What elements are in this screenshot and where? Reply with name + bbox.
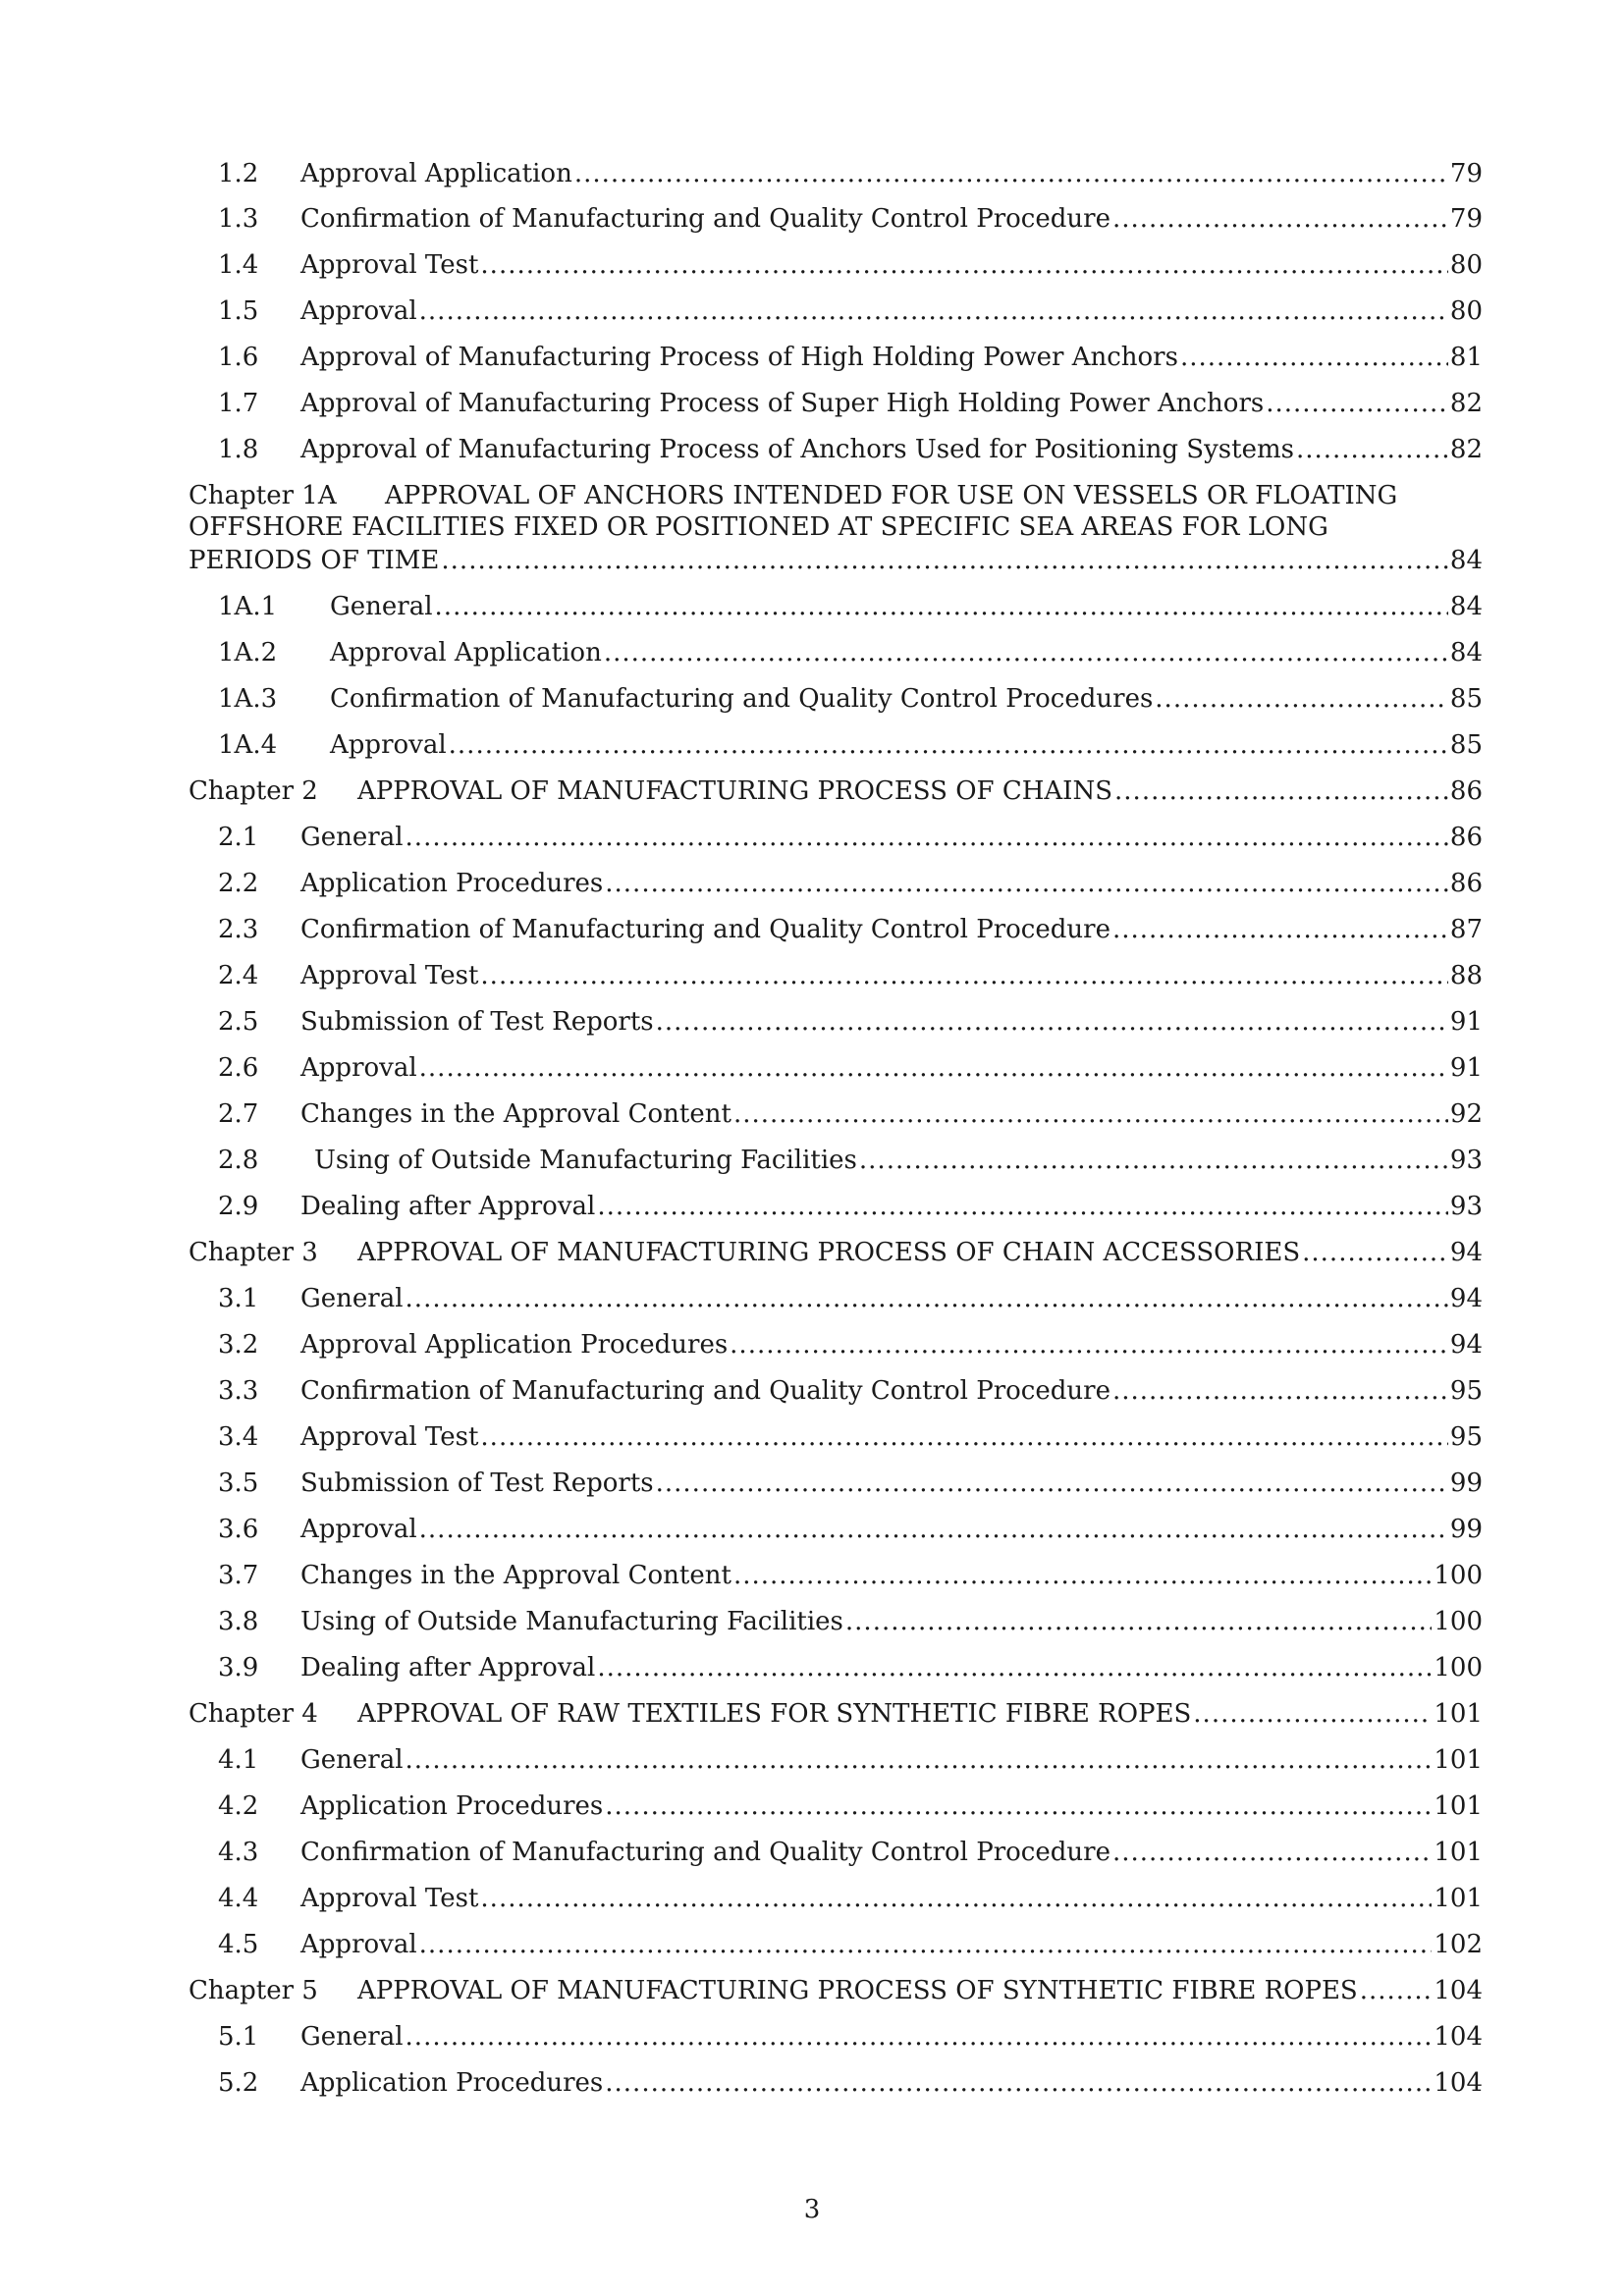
toc-entry-title: Confirmation of Manufacturing and Quality Control Procedure bbox=[300, 1838, 1110, 1867]
toc-chapter-number: Chapter 3 bbox=[189, 1238, 318, 1267]
toc-entry[interactable] bbox=[218, 157, 1483, 190]
toc-entry[interactable] bbox=[218, 1144, 1483, 1177]
dot-leader bbox=[1112, 1374, 1448, 1408]
toc-entry-number: 1A.4 bbox=[218, 730, 278, 760]
toc-entry-title: Approval Application Procedures bbox=[300, 1330, 729, 1360]
toc-entry-page: 101 bbox=[1434, 1745, 1483, 1775]
toc-chapter-entry[interactable] bbox=[189, 774, 1483, 808]
dot-leader bbox=[1360, 1974, 1433, 2007]
toc-entry-title: Using of Outside Manufacturing Facilities bbox=[314, 1146, 857, 1175]
page-number: 3 bbox=[803, 2195, 821, 2224]
toc-entry[interactable] bbox=[218, 1328, 1483, 1362]
toc-entry[interactable] bbox=[218, 2020, 1483, 2054]
toc-entry-page: 100 bbox=[1434, 1653, 1483, 1682]
toc-entry-page: 93 bbox=[1449, 1192, 1483, 1221]
toc-entry-page: 101 bbox=[1434, 1884, 1483, 1913]
toc-entry-page: 84 bbox=[1449, 592, 1483, 621]
toc-entry[interactable] bbox=[218, 636, 1483, 669]
toc-entry-title: Dealing after Approval bbox=[300, 1653, 596, 1682]
toc-entry-page: 100 bbox=[1434, 1561, 1483, 1590]
toc-entry[interactable] bbox=[218, 1282, 1483, 1315]
toc-chapter-title-line3: PERIODS OF TIME bbox=[189, 546, 440, 575]
toc-entry-title: Approval Application bbox=[300, 159, 572, 188]
toc-entry-number: 3.7 bbox=[218, 1561, 259, 1590]
toc-chapter-title: APPROVAL OF RAW TEXTILES FOR SYNTHETIC FIBRE ROPES bbox=[357, 1699, 1192, 1729]
toc-entry[interactable] bbox=[218, 1097, 1483, 1131]
dot-leader bbox=[419, 1928, 1433, 1961]
toc-entry[interactable] bbox=[218, 433, 1483, 466]
toc-entry[interactable] bbox=[218, 387, 1483, 420]
toc-entry-page: 80 bbox=[1449, 296, 1483, 326]
toc-entry-page: 94 bbox=[1449, 1238, 1483, 1267]
toc-entry-number: 3.8 bbox=[218, 1607, 259, 1636]
toc-entry-title: Using of Outside Manufacturing Facilities bbox=[300, 1607, 843, 1636]
toc-entry-page: 95 bbox=[1449, 1422, 1483, 1452]
toc-entry[interactable] bbox=[218, 1651, 1483, 1684]
toc-entry-title: Approval bbox=[300, 1515, 417, 1544]
toc-entry[interactable] bbox=[218, 202, 1483, 236]
toc-entry-title: Approval of Manufacturing Process of Anchors Used for Positioning Systems bbox=[300, 435, 1294, 464]
toc-entry-number: 3.5 bbox=[218, 1468, 259, 1498]
toc-entry-page: 87 bbox=[1449, 915, 1483, 944]
dot-leader bbox=[419, 1513, 1448, 1546]
toc-entry[interactable] bbox=[218, 1605, 1483, 1638]
toc-entry-number: 3.4 bbox=[218, 1422, 259, 1452]
dot-leader bbox=[574, 157, 1448, 190]
toc-entry-title: Dealing after Approval bbox=[300, 1192, 596, 1221]
dot-leader bbox=[1155, 682, 1448, 716]
toc-entry[interactable] bbox=[218, 1882, 1483, 1915]
toc-entry-page: 86 bbox=[1449, 823, 1483, 852]
toc-entry-title: General bbox=[300, 2022, 404, 2052]
dot-leader bbox=[845, 1605, 1432, 1638]
toc-entry-title: Approval Test bbox=[300, 1884, 479, 1913]
toc-entry-page: 86 bbox=[1449, 776, 1483, 806]
toc-entry-title: Confirmation of Manufacturing and Quality Control Procedure bbox=[300, 204, 1110, 234]
toc-entry-page: 104 bbox=[1434, 2068, 1483, 2098]
toc-entry-title: Approval bbox=[300, 1053, 417, 1083]
toc-entry-page: 94 bbox=[1449, 1330, 1483, 1360]
toc-chapter-number: Chapter 5 bbox=[189, 1976, 318, 2005]
toc-entry[interactable] bbox=[218, 821, 1483, 854]
toc-chapter-number: Chapter 4 bbox=[189, 1699, 318, 1729]
toc-entry-number: 1.3 bbox=[218, 204, 259, 234]
dot-leader bbox=[406, 1282, 1448, 1315]
toc-entry-title: Approval Test bbox=[300, 961, 479, 990]
toc-chapter-number: Chapter 1A bbox=[189, 481, 337, 510]
toc-entry-number: 2.5 bbox=[218, 1007, 259, 1037]
toc-entry-number: 1.2 bbox=[218, 159, 259, 188]
dot-leader bbox=[733, 1559, 1432, 1592]
dot-leader bbox=[419, 294, 1448, 328]
dot-leader bbox=[730, 1328, 1448, 1362]
toc-entry-page: 93 bbox=[1449, 1146, 1483, 1175]
toc-chapter-title: APPROVAL OF MANUFACTURING PROCESS OF CHAINS bbox=[357, 776, 1113, 806]
toc-entry-page: 85 bbox=[1449, 684, 1483, 714]
toc-entry-number: 4.5 bbox=[218, 1930, 259, 1959]
toc-entry-page: 99 bbox=[1449, 1515, 1483, 1544]
dot-leader bbox=[480, 248, 1447, 282]
toc-entry-title: General bbox=[300, 823, 404, 852]
toc-entry-page: 82 bbox=[1449, 389, 1483, 418]
toc-entry-page: 101 bbox=[1434, 1838, 1483, 1867]
toc-entry-number: 5.1 bbox=[218, 2022, 259, 2052]
toc-entry-page: 94 bbox=[1449, 1284, 1483, 1313]
toc-entry-page: 84 bbox=[1449, 638, 1483, 667]
toc-entry-number: 2.6 bbox=[218, 1053, 259, 1083]
dot-leader bbox=[435, 590, 1448, 623]
toc-entry-number: 4.3 bbox=[218, 1838, 259, 1867]
dot-leader bbox=[605, 867, 1448, 900]
dot-leader bbox=[1266, 387, 1448, 420]
dot-leader bbox=[1180, 341, 1448, 374]
dot-leader bbox=[605, 1789, 1432, 1823]
toc-entry[interactable] bbox=[218, 1005, 1483, 1039]
toc-entry-title: Approval bbox=[330, 730, 447, 760]
dot-leader bbox=[1193, 1697, 1432, 1731]
toc-entry[interactable] bbox=[218, 341, 1483, 374]
toc-entry[interactable] bbox=[218, 728, 1483, 762]
toc-entry[interactable] bbox=[218, 959, 1483, 992]
toc-entry-number: 1A.2 bbox=[218, 638, 278, 667]
dot-leader bbox=[656, 1467, 1448, 1500]
toc-entry-page: 95 bbox=[1449, 1376, 1483, 1406]
toc-entry-page: 79 bbox=[1449, 204, 1483, 234]
dot-leader bbox=[656, 1005, 1448, 1039]
toc-chapter-title-line1: APPROVAL OF ANCHORS INTENDED FOR USE ON VESSELS OR FLOATING bbox=[385, 481, 1398, 510]
toc-entry-title: Approval Test bbox=[300, 1422, 479, 1452]
toc-entry[interactable] bbox=[218, 1051, 1483, 1085]
toc-entry[interactable] bbox=[218, 1513, 1483, 1546]
dot-leader bbox=[406, 1743, 1433, 1777]
toc-entry-title: Approval bbox=[300, 296, 417, 326]
toc-chapter-title-line2: OFFSHORE FACILITIES FIXED OR POSITIONED AT SPECIFIC SEA AREAS FOR LONG bbox=[189, 512, 1328, 542]
toc-entry-number: 2.4 bbox=[218, 961, 259, 990]
toc-chapter-entry[interactable] bbox=[189, 1236, 1483, 1269]
toc-entry-page: 86 bbox=[1449, 869, 1483, 898]
toc-entry[interactable] bbox=[218, 1836, 1483, 1869]
toc-entry-title: General bbox=[300, 1284, 404, 1313]
toc-entry-page: 91 bbox=[1449, 1053, 1483, 1083]
toc-entry-number: 3.6 bbox=[218, 1515, 259, 1544]
toc-entry-page: 85 bbox=[1449, 730, 1483, 760]
toc-entry-title: Approval of Manufacturing Process of High Holding Power Anchors bbox=[300, 343, 1178, 372]
toc-entry-title: Approval bbox=[300, 1930, 417, 1959]
toc-chapter-entry[interactable] bbox=[189, 479, 1483, 581]
toc-entry-number: 4.1 bbox=[218, 1745, 259, 1775]
toc-entry-number: 1.5 bbox=[218, 296, 259, 326]
toc-entry-page: 99 bbox=[1449, 1468, 1483, 1498]
toc-chapter-number: Chapter 2 bbox=[189, 776, 318, 806]
toc-entry-title: Confirmation of Manufacturing and Quality Control Procedure bbox=[300, 1376, 1110, 1406]
toc-entry-number: 2.8 bbox=[218, 1146, 259, 1175]
toc-entry-page: 84 bbox=[1449, 546, 1483, 575]
toc-entry-number: 2.2 bbox=[218, 869, 259, 898]
dot-leader bbox=[1112, 913, 1448, 946]
toc-entry-page: 101 bbox=[1434, 1791, 1483, 1821]
toc-entry-number: 3.9 bbox=[218, 1653, 259, 1682]
toc-entry[interactable] bbox=[218, 2066, 1483, 2100]
dot-leader bbox=[480, 959, 1447, 992]
toc-entry-number: 2.3 bbox=[218, 915, 259, 944]
toc-entry-title: Approval of Manufacturing Process of Super High Holding Power Anchors bbox=[300, 389, 1265, 418]
toc-entry-title: Submission of Test Reports bbox=[300, 1468, 654, 1498]
dot-leader bbox=[1114, 774, 1448, 808]
toc-entry-title: General bbox=[330, 592, 433, 621]
toc-entry-title: General bbox=[300, 1745, 404, 1775]
toc-entry[interactable] bbox=[218, 1743, 1483, 1777]
toc-entry-number: 1A.3 bbox=[218, 684, 278, 714]
dot-leader bbox=[733, 1097, 1448, 1131]
toc-entry[interactable] bbox=[218, 1420, 1483, 1454]
toc-entry-number: 4.2 bbox=[218, 1791, 259, 1821]
toc-entry[interactable] bbox=[218, 248, 1483, 282]
toc-entry[interactable] bbox=[218, 1190, 1483, 1223]
toc-entry-title: Changes in the Approval Content bbox=[300, 1561, 731, 1590]
toc-entry-title: Confirmation of Manufacturing and Quality Control Procedures bbox=[330, 684, 1154, 714]
toc-entry-page: 81 bbox=[1449, 343, 1483, 372]
toc-entry-number: 1.7 bbox=[218, 389, 259, 418]
dot-leader bbox=[406, 821, 1448, 854]
dot-leader bbox=[597, 1651, 1432, 1684]
toc-entry-page: 80 bbox=[1449, 250, 1483, 280]
toc-entry[interactable] bbox=[218, 913, 1483, 946]
toc-entry-title: Application Procedures bbox=[300, 2068, 604, 2098]
dot-leader bbox=[1112, 202, 1448, 236]
toc-entry-page: 88 bbox=[1449, 961, 1483, 990]
toc-entry[interactable] bbox=[218, 294, 1483, 328]
toc-entry-page: 92 bbox=[1449, 1099, 1483, 1129]
toc-entry-title: Changes in the Approval Content bbox=[300, 1099, 731, 1129]
toc-entry[interactable] bbox=[218, 590, 1483, 623]
dot-leader bbox=[604, 636, 1448, 669]
toc-entry[interactable] bbox=[218, 1928, 1483, 1961]
toc-entry-number: 4.4 bbox=[218, 1884, 259, 1913]
toc-entry-number: 1.4 bbox=[218, 250, 259, 280]
dot-leader bbox=[1302, 1236, 1448, 1269]
toc-entry-number: 2.9 bbox=[218, 1192, 259, 1221]
toc-entry-title: Application Procedures bbox=[300, 1791, 604, 1821]
dot-leader bbox=[605, 2066, 1432, 2100]
toc-entry-page: 100 bbox=[1434, 1607, 1483, 1636]
toc-entry-number: 2.1 bbox=[218, 823, 259, 852]
toc-entry-page: 82 bbox=[1449, 435, 1483, 464]
toc-entry-page: 104 bbox=[1434, 1976, 1483, 2005]
toc-entry[interactable] bbox=[218, 682, 1483, 716]
toc-entry-number: 3.3 bbox=[218, 1376, 259, 1406]
toc-chapter-entry[interactable] bbox=[189, 1974, 1483, 2007]
toc-chapter-title: APPROVAL OF MANUFACTURING PROCESS OF SYNTHETIC FIBRE ROPES bbox=[357, 1976, 1358, 2005]
toc-chapter-entry[interactable] bbox=[189, 1697, 1483, 1731]
toc-entry-page: 101 bbox=[1434, 1699, 1483, 1729]
toc-entry-title: Submission of Test Reports bbox=[300, 1007, 654, 1037]
toc-entry-page: 79 bbox=[1449, 159, 1483, 188]
dot-leader bbox=[441, 544, 1448, 577]
toc-entry-title: Application Procedures bbox=[300, 869, 604, 898]
toc-entry-title: Approval Test bbox=[300, 250, 479, 280]
dot-leader bbox=[480, 1882, 1432, 1915]
toc-entry-number: 3.1 bbox=[218, 1284, 259, 1313]
toc-entry-number: 1.8 bbox=[218, 435, 259, 464]
dot-leader bbox=[406, 2020, 1433, 2054]
toc-entry-number: 2.7 bbox=[218, 1099, 259, 1129]
toc-entry[interactable] bbox=[218, 1559, 1483, 1592]
toc-entry-number: 1A.1 bbox=[218, 592, 278, 621]
toc-entry-title: Confirmation of Manufacturing and Quality Control Procedure bbox=[300, 915, 1110, 944]
toc-entry-number: 5.2 bbox=[218, 2068, 259, 2098]
toc-entry[interactable] bbox=[218, 1374, 1483, 1408]
dot-leader bbox=[859, 1144, 1448, 1177]
toc-entry[interactable] bbox=[218, 1789, 1483, 1823]
dot-leader bbox=[1112, 1836, 1432, 1869]
toc-entry-title: Approval Application bbox=[330, 638, 602, 667]
dot-leader bbox=[597, 1190, 1448, 1223]
toc-entry-page: 91 bbox=[1449, 1007, 1483, 1037]
dot-leader bbox=[480, 1420, 1447, 1454]
toc-entry[interactable] bbox=[218, 867, 1483, 900]
toc-entry-page: 102 bbox=[1434, 1930, 1483, 1959]
toc-entry-number: 3.2 bbox=[218, 1330, 259, 1360]
dot-leader bbox=[419, 1051, 1448, 1085]
dot-leader bbox=[1296, 433, 1448, 466]
toc-chapter-title: APPROVAL OF MANUFACTURING PROCESS OF CHAIN ACCESSORIES bbox=[357, 1238, 1301, 1267]
dot-leader bbox=[449, 728, 1448, 762]
toc-entry-page: 104 bbox=[1434, 2022, 1483, 2052]
toc-entry[interactable] bbox=[218, 1467, 1483, 1500]
toc-entry-number: 1.6 bbox=[218, 343, 259, 372]
